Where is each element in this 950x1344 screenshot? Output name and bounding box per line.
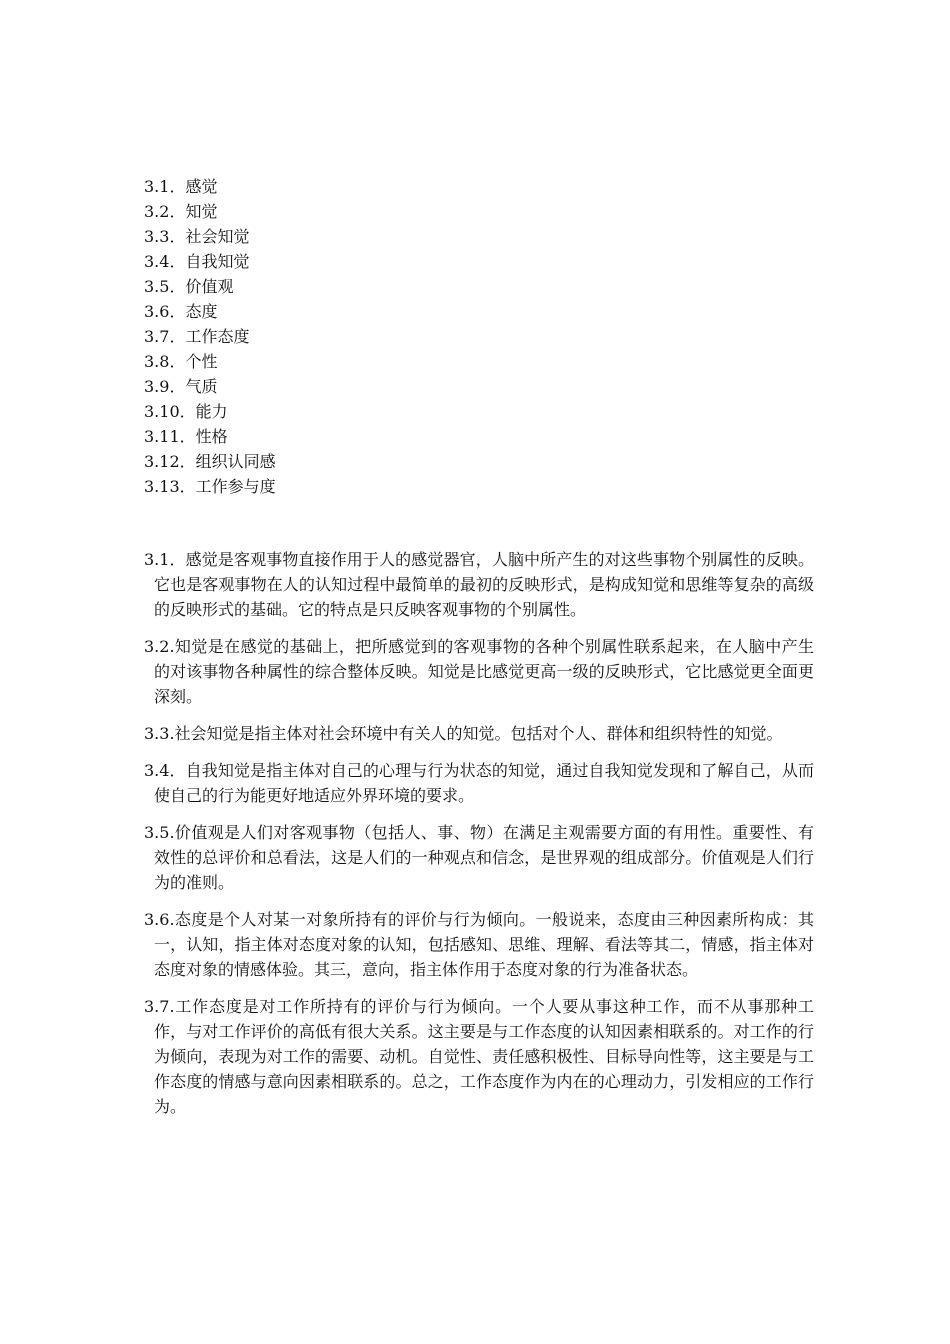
toc-item-3-8: 3.8．个性 bbox=[144, 352, 218, 371]
toc-item-3-5: 3.5．价值观 bbox=[144, 277, 234, 296]
definition-3-4: 3.4．自我知觉是指主体对自己的心理与行为状态的知觉，通过自我知觉发现和了解自己，从而使自己的行为能更好地适应外界环境的要求。 bbox=[144, 761, 814, 805]
toc-item-3-2: 3.2．知觉 bbox=[144, 202, 218, 221]
toc-item-3-12: 3.12．组织认同感 bbox=[144, 452, 276, 471]
toc-item-3-9: 3.9．气质 bbox=[144, 377, 218, 396]
toc-item-3-4: 3.4．自我知觉 bbox=[144, 252, 250, 271]
definition-3-6: 3.6.态度是个人对某一对象所持有的评价与行为倾向。一般说来，态度由三种因素所构成：其一，认知，指主体对态度对象的认知，包括感知、思维、理解、看法等其二，情感，指主体对态度对象的情感体验。其三，意向，指主体作用于态度对象的行为准备状态。 bbox=[144, 910, 814, 979]
definition-3-5: 3.5.价值观是人们对客观事物（包括人、事、物）在满足主观需要方面的有用性。重要性、有效性的总评价和总看法，这是人们的一种观点和信念，是世界观的组成部分。价值观是人们行为的准则。 bbox=[144, 823, 814, 892]
definitions-section bbox=[144, 547, 814, 1131]
toc-item-3-3: 3.3．社会知觉 bbox=[144, 227, 250, 246]
definition-3-3: 3.3.社会知觉是指主体对社会环境中有关人的知觉。包括对个人、群体和组织特性的知觉。 bbox=[144, 724, 783, 743]
toc-item-3-10: 3.10．能力 bbox=[144, 402, 228, 421]
definition-3-1: 3.1．感觉是客观事物直接作用于人的感觉器官，人脑中所产生的对这些事物个别属性的反映。它也是客观事物在人的认知过程中最简单的最初的反映形式，是构成知觉和思维等复杂的高级的反映形式的基础。它的特点是只反映客观事物的个别属性。 bbox=[144, 550, 814, 619]
toc-item-3-7: 3.7．工作态度 bbox=[144, 327, 250, 346]
definition-3-2: 3.2.知觉是在感觉的基础上，把所感觉到的客观事物的各种个别属性联系起来，在人脑中产生的对该事物各种属性的综合整体反映。知觉是比感觉更高一级的反映形式，它比感觉更全面更深刻。 bbox=[144, 637, 814, 706]
definition-3-7: 3.7.工作态度是对工作所持有的评价与行为倾向。一个人要从事这种工作，而不从事那种工作，与对工作评价的高低有很大关系。这主要是与工作态度的认知因素相联系的。对工作的行为倾向，表现为对工作的需要、动机。自觉性、责任感积极性、目标导向性等，这主要是与工作态度的情感与意向因素相联系的。总之，工作态度作为内在的心理动力，引发相应的工作行为。 bbox=[144, 997, 814, 1116]
toc-item-3-6: 3.6．态度 bbox=[144, 302, 218, 321]
toc-item-3-11: 3.11．性格 bbox=[144, 427, 228, 446]
table-of-contents bbox=[144, 174, 276, 499]
toc-item-3-1: 3.1．感觉 bbox=[144, 177, 218, 196]
toc-item-3-13: 3.13．工作参与度 bbox=[144, 477, 276, 496]
